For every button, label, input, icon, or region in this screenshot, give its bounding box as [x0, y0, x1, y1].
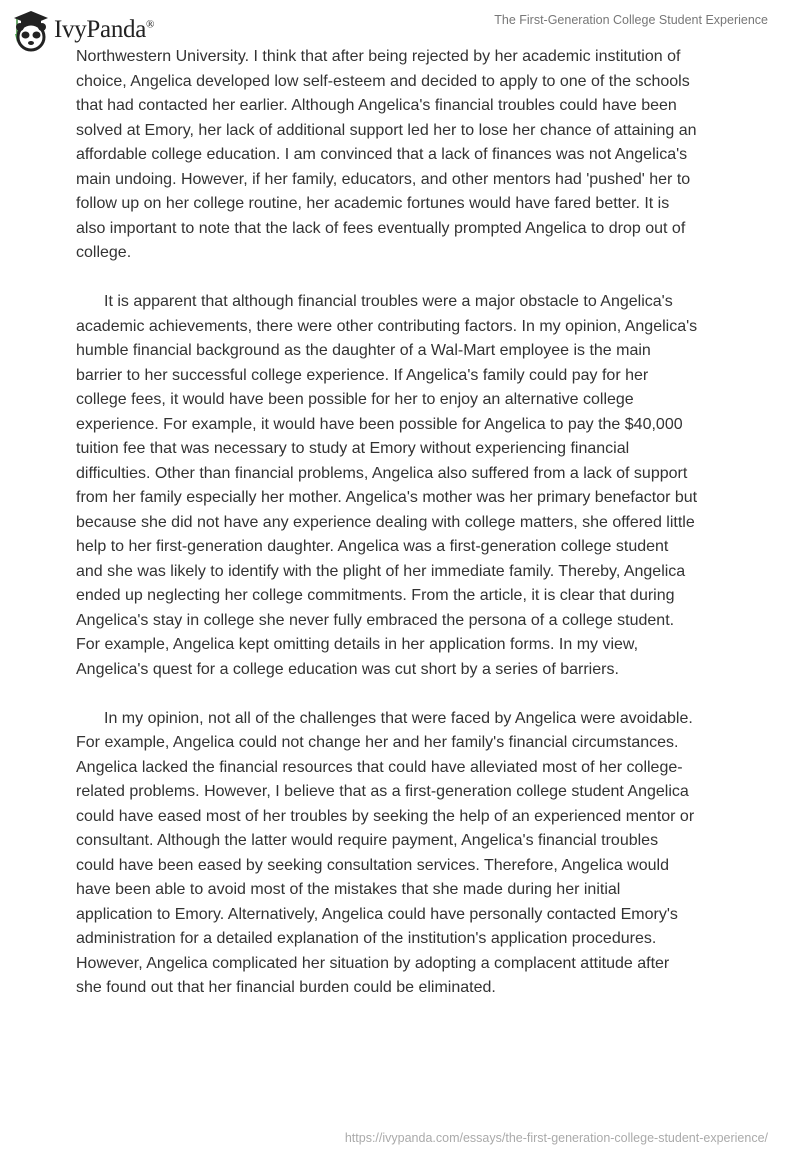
essay-paragraph — [76, 45, 756, 266]
paragraph-line: application to Emory. Alternatively, Angelica could have personally contacted Emory's — [76, 905, 678, 923]
paragraph-line: choice, Angelica developed low self-esteem and decided to apply to one of the schools — [76, 72, 690, 90]
paragraph-line: could have been eased by seeking consultation services. Therefore, Angelica would — [76, 856, 669, 874]
paragraph-line: humble financial background as the daughter of a Wal-Mart employee is the main — [76, 342, 651, 359]
essay-paragraph — [76, 707, 756, 1001]
paragraph-line: experience. For example, it would have been possible for Angelica to pay the $40,000 — [76, 415, 683, 433]
panda-graduate-icon — [12, 8, 50, 52]
paragraph-line: Northwestern University. I think that after being rejected by her academic institution of — [76, 48, 681, 65]
paragraph-line: help to her first-generation daughter. Angelica was a first-generation college student — [76, 538, 669, 555]
paragraph-line: Angelica lacked the financial resources that could have alleviated most of her college- — [76, 758, 683, 776]
paragraph-line: from her family especially her mother. Angelica's mother was her primary benefactor but — [76, 489, 698, 506]
paragraph-line: college. — [76, 244, 132, 261]
paragraph-line: Angelica's stay in college she never fully embraced the persona of a college student. — [76, 611, 675, 629]
paragraph-line: because she did not have any experience dealing with college matters, she offered little — [76, 513, 695, 531]
paragraph-line: difficulties. Other than financial problems, Angelica also suffered from a lack of support — [76, 464, 688, 482]
paragraph-line: could have eased most of her troubles by seeking the help of an experienced mentor or — [76, 807, 695, 825]
paragraph-line: academic achievements, there were other contributing factors. In my opinion, Angelica's — [76, 317, 698, 335]
source-url[interactable]: https://ivypanda.com/essays/the-first-generation-college-student-experience/ — [344, 1131, 768, 1145]
paragraph-line: and she was likely to identify with the plight of her immediate family. Thereby, Angelica — [76, 562, 686, 580]
paragraph-line: administration for a detailed explanation of the institution's application procedures. — [76, 930, 657, 947]
paragraph-line: solved at Emory, her lack of additional support led her to lose her chance of attaining an — [76, 121, 697, 139]
paragraph-line: For example, Angelica could not change her and her family's financial circumstances. — [76, 734, 679, 751]
paragraph-line: For example, Angelica kept omitting details in her application forms. In my view, — [76, 636, 639, 653]
paragraph-line: also important to note that the lack of fees eventually prompted Angelica to drop out of — [76, 219, 686, 237]
essay-paragraph — [76, 290, 756, 682]
paragraph-line: related problems. However, I believe that as a first-generation college student Angelica — [76, 783, 689, 800]
paragraph-line: However, Angelica complicated her situation by adopting a complacent attitude after — [76, 954, 670, 972]
paragraph-line: barrier to her successful college experience. If Angelica's family could pay for her — [76, 366, 649, 384]
paragraph-line: tuition fee that was necessary to study at Emory without experiencing financial — [76, 440, 630, 457]
paragraph-line: Angelica's quest for a college education was cut short by a series of barriers. — [76, 660, 619, 678]
paragraph-line: follow up on her college routine, her academic fortunes would have fared better. It is — [76, 195, 670, 212]
paragraph-line: consultant. Although the latter would require payment, Angelica's financial troubles — [76, 832, 659, 849]
page-header — [0, 0, 800, 50]
paragraph-line: she found out that her financial burden could be eliminated. — [76, 979, 496, 996]
document-title: The First-Generation College Student Experience — [494, 13, 768, 27]
paragraph-line: main undoing. However, if her family, educators, and other mentors had 'pushed' her to — [76, 170, 691, 188]
paragraph-line: It is apparent that although financial troubles were a major obstacle to Angelica's — [104, 293, 673, 310]
paragraph-line: affordable college education. I am convinced that a lack of finances was not Angelica's — [76, 146, 688, 163]
paragraph-line: In my opinion, not all of the challenges that were faced by Angelica were avoidable. — [104, 709, 693, 727]
paragraph-line: ended up neglecting her college commitments. From the article, it is clear that during — [76, 587, 675, 604]
paragraph-line: that had contacted her earlier. Although Angelica's financial troubles could have been — [76, 97, 677, 114]
paragraph-line: have been able to avoid most of the mistakes that she made during her initial — [76, 881, 621, 898]
paragraph-line: college fees, it would have been possible for her to enjoy an alternative college — [76, 391, 634, 408]
essay-body — [76, 45, 756, 1025]
logo-text: IvyPanda® — [54, 16, 155, 43]
